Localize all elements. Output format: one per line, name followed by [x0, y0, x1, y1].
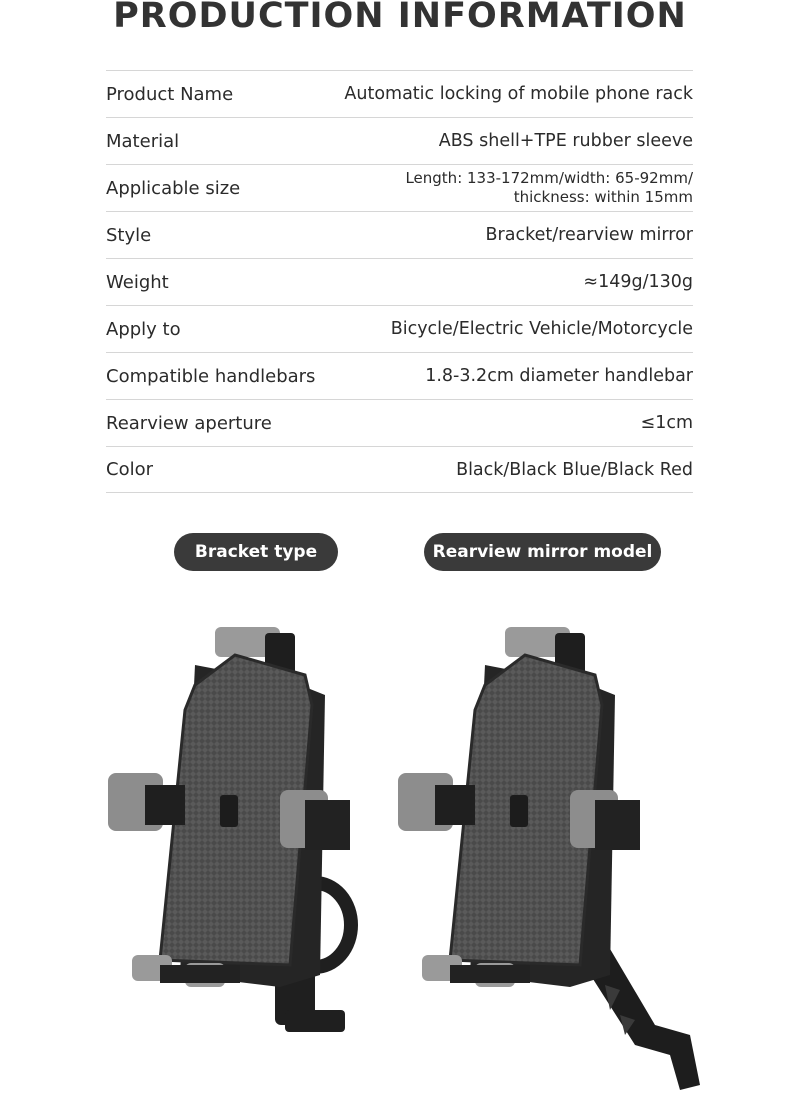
spec-label: Apply to	[106, 318, 181, 340]
rearview-mirror-model-badge: Rearview mirror model	[424, 533, 661, 571]
bracket-type-product-image	[100, 615, 370, 1045]
spec-value: ≤1cm	[640, 413, 693, 433]
spec-value: Bracket/rearview mirror	[485, 225, 693, 245]
spec-label: Weight	[106, 271, 169, 293]
spec-label: Style	[106, 224, 152, 246]
spec-value: Bicycle/Electric Vehicle/Motorcycle	[390, 319, 693, 339]
spec-label: Color	[106, 459, 153, 480]
spec-row-applicable-size	[106, 164, 693, 211]
page-title: PRODUCTION INFORMATION	[113, 0, 687, 36]
spec-value-line-1: Length: 133-172mm/width: 65-92mm/	[405, 169, 693, 187]
spec-label: Applicable size	[106, 177, 241, 199]
spec-value: Black/Black Blue/Black Red	[456, 459, 693, 480]
spec-label: Material	[106, 130, 180, 152]
spec-row-style	[106, 211, 693, 258]
spec-value-line-2: thickness: within 15mm	[513, 188, 693, 206]
rearview-mirror-model-product-image	[390, 615, 710, 1095]
spec-value: Automatic locking of mobile phone rack	[344, 84, 693, 104]
spec-row-weight	[106, 258, 693, 305]
spec-row-rearview-aperture	[106, 399, 693, 446]
spec-row-product-name	[106, 70, 693, 117]
spec-value: ABS shell+TPE rubber sleeve	[438, 131, 693, 151]
spec-label: Product Name	[106, 83, 234, 105]
spec-row-material	[106, 117, 693, 164]
spec-table	[106, 70, 693, 493]
spec-row-apply-to	[106, 305, 693, 352]
spec-row-compatible-handlebars	[106, 352, 693, 399]
spec-value: 1.8-3.2cm diameter handlebar	[425, 366, 693, 386]
bracket-type-badge: Bracket type	[174, 533, 338, 571]
spec-label: Rearview aperture	[106, 412, 272, 434]
spec-label: Compatible handlebars	[106, 365, 316, 387]
spec-value: ≈149g/130g	[583, 272, 693, 292]
spec-value	[405, 169, 693, 207]
spec-row-color	[106, 446, 693, 493]
